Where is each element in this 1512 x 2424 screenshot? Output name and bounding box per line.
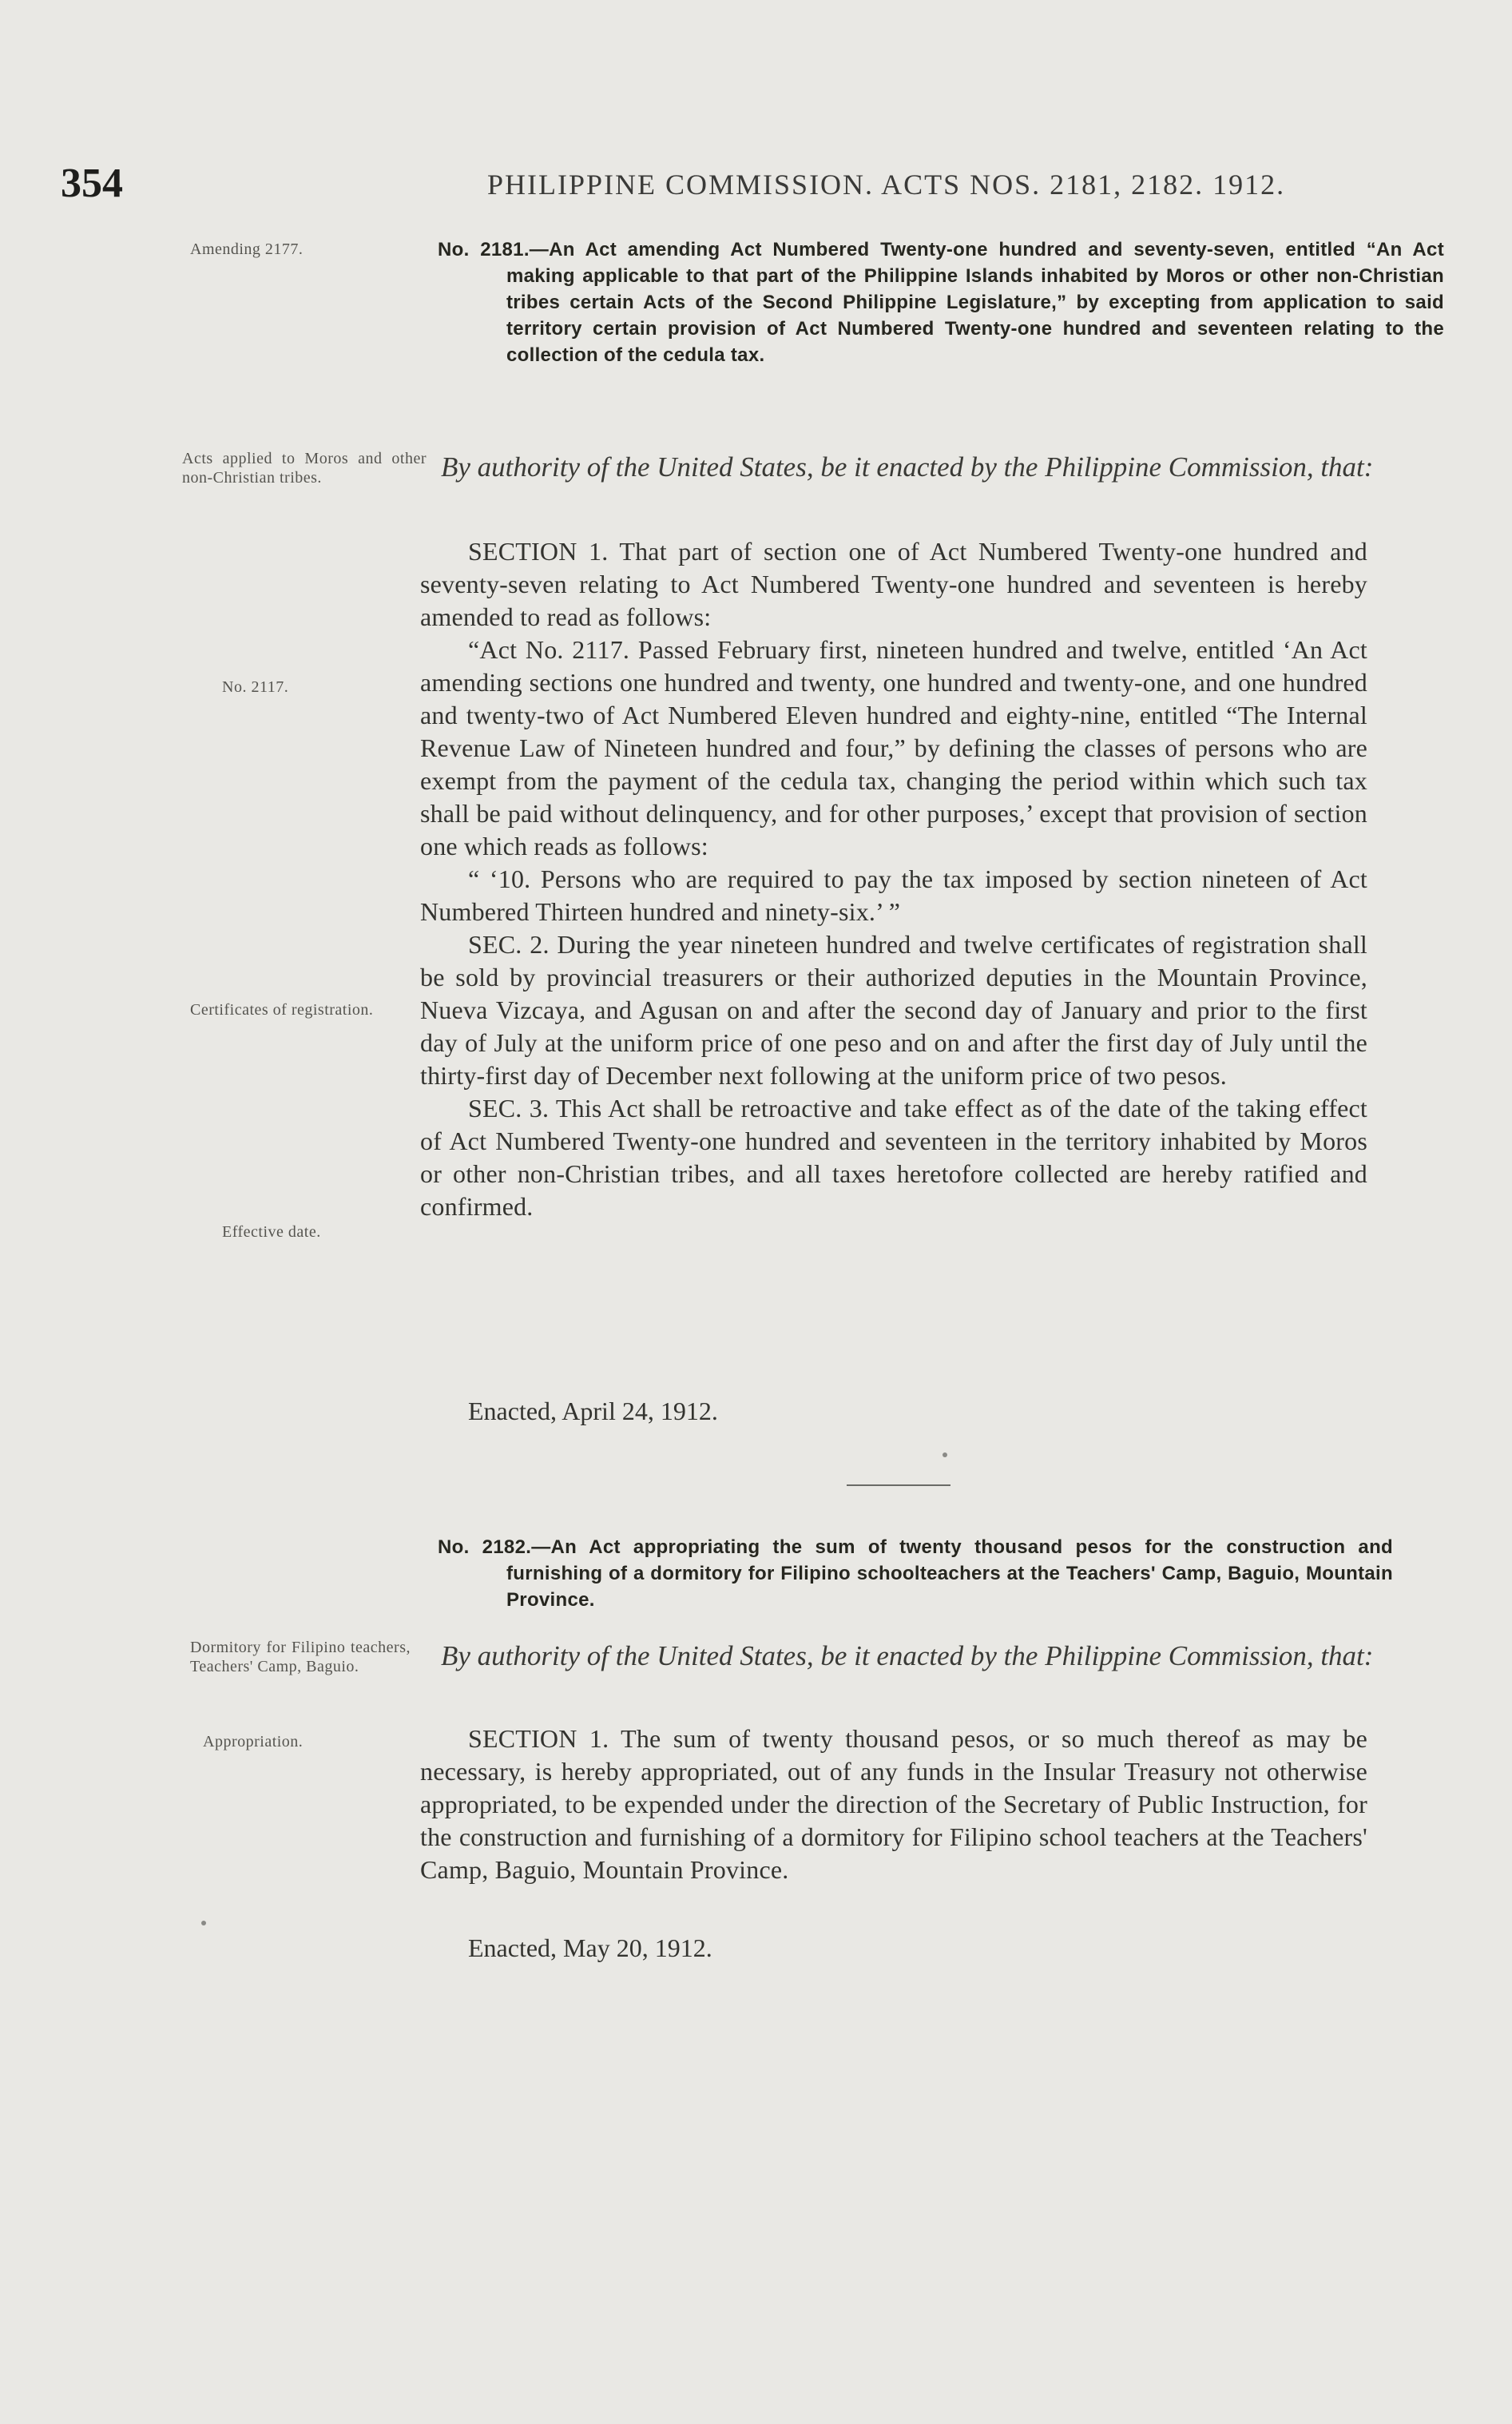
- margin-note-no-2117: No. 2117.: [222, 678, 289, 696]
- act-2181-section-1: [420, 535, 1367, 634]
- running-head: PHILIPPINE COMMISSION. ACTS NOS. 2181, 2182. 1912.: [487, 169, 1286, 201]
- act-2181-quote-1: “Act No. 2117. Passed February first, nineteen hundred and twelve, entitled ‘An Act amending sections one hundred and twenty, one hundred and twenty-one, and one hundred and twenty-two of Act Numbered Eleven hundred and eighty-nine, entitled “The Internal Revenue Law of Nineteen hundred and four,” by defining the classes of persons who are exempt from the payment of the cedula tax, changing the period within which such tax shall be paid without delinquency, and for other purposes,’ except that provision of section one which reads as follows:: [420, 635, 1367, 860]
- margin-note-effective-date: Effective date.: [222, 1223, 321, 1241]
- act-2182-section-1: [420, 1723, 1367, 1886]
- act-2182-heading: No. 2182.—An Act appropriating the sum of twenty thousand pesos for the construction and furnishing of a dormitory for Filipino schoolteachers at the Teachers' Camp, Baguio, Mountain Province.: [438, 1536, 1393, 1611]
- section-2-label: SEC. 2.: [468, 930, 550, 959]
- act-2182-body: [420, 1723, 1367, 1886]
- margin-note-dormitory: Dormitory for Filipino teachers, Teachers' Camp, Baguio.: [190, 1639, 411, 1675]
- act-2182-enacted-date: Enacted, May 20, 1912.: [468, 1933, 712, 1962]
- act-2181-body: [420, 535, 1367, 1223]
- section-3-text: This Act shall be retroactive and take effect as of the date of the taking effect of Act Numbered Twenty-one hundred and seventeen in the territory inhabited by Moros or other non-Christian tribes, and all taxes heretofore collected are hereby ratified and confirmed.: [420, 1094, 1368, 1221]
- section-3-label: SEC. 3.: [468, 1094, 550, 1123]
- act-2181-enacting-clause: By authority of the United States, be it enacted by the Philippine Commission, that:: [441, 451, 1374, 483]
- margin-note-amending: Amending 2177.: [190, 240, 304, 258]
- act-2181-heading: No. 2181.—An Act amending Act Numbered Twenty-one hundred and seventy-seven, entitled “An Act making applicable to that part of the Philippine Islands inhabited by Moros or other non-Christian tribes certain Acts of the Second Philippine Legislature,” by excepting from application to said territory certain provision of Act Numbered Twenty-one hundred and seventeen relating to the collection of the cedula tax.: [438, 239, 1444, 366]
- margin-note-acts-applied: Acts applied to Moros and other non-Christian tribes.: [182, 450, 427, 487]
- act-2182-enacting-clause: By authority of the United States, be it enacted by the Philippine Commission, that:: [441, 1640, 1374, 1671]
- margin-note-appropriation: Appropriation.: [203, 1733, 304, 1750]
- act-2181-quote-2: “ ‘10. Persons who are required to pay the tax imposed by section nineteen of Act Numbered Thirteen hundred and ninety-six.’ ”: [420, 864, 1367, 926]
- act-2181-section-2: [420, 928, 1367, 1092]
- section-1-text: The sum of twenty thousand pesos, or so much thereof as may be necessary, is hereby appropriated, out of any funds in the Insular Treasury not otherwise appropriated, to be expended under the direction of the Secretary of Public Instruction, for the construction and furnishing of a dormitory for Filipino school teachers at the Teachers' Camp, Baguio, Mountain Province.: [420, 1724, 1367, 1884]
- section-1-label: SECTION 1.: [468, 1724, 609, 1753]
- section-1-text: That part of section one of Act Numbered Twenty-one hundred and seventy-seven relating to Act Numbered Twenty-one hundred and seventeen is hereby amended to read as follows:: [420, 537, 1367, 631]
- act-2181-enacted-date: Enacted, April 24, 1912.: [468, 1397, 718, 1425]
- page-number: 354: [61, 161, 123, 206]
- section-1-label: SECTION 1.: [468, 537, 609, 566]
- section-2-text: During the year nineteen hundred and twelve certificates of registration shall be sold by provincial treasurers or their authorized deputies in the Mountain Province, Nueva Vizcaya, and Agusan on and after the second day of January and prior to the first day of July at the uniform price of one peso and on and after the first day of July until the thirty-first day of December next following at the uniform price of two pesos.: [420, 930, 1367, 1090]
- act-2181-section-3: [420, 1092, 1367, 1223]
- paper-speck: [943, 1452, 947, 1457]
- paper-speck: [201, 1921, 206, 1925]
- section-divider: [847, 1484, 950, 1486]
- margin-note-certificates: Certificates of registration.: [190, 1001, 374, 1019]
